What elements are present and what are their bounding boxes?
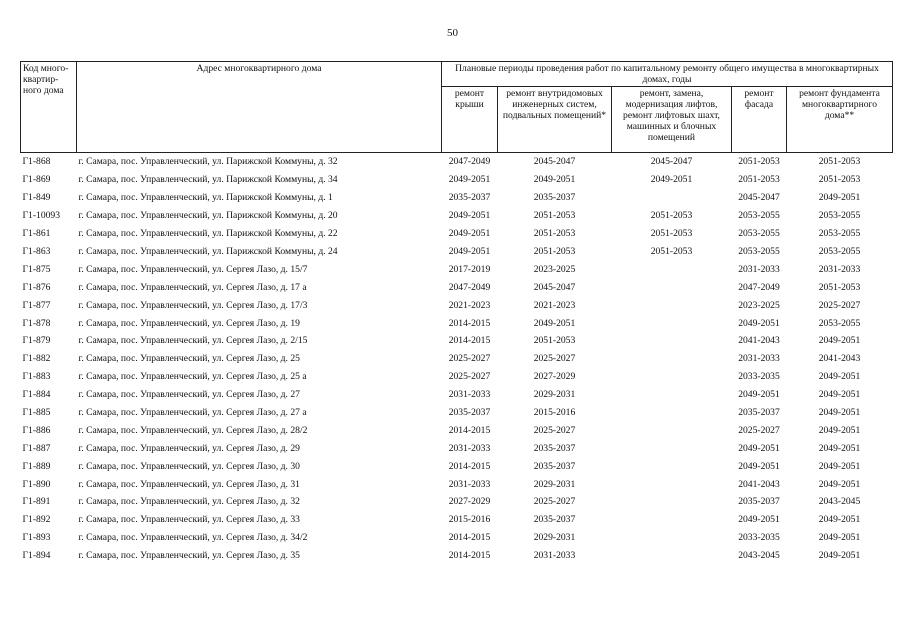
cell-roof: 2014-2015 [448, 317, 491, 329]
cell-code: Г1-889 [22, 460, 51, 472]
cell-facade: 2041-2043 [738, 478, 780, 490]
cell-address: г. Самара, пос. Управленческий, ул. Сергея Лазо, д. 32 [78, 496, 300, 508]
cell-systems: 2021-2023 [533, 299, 576, 311]
table-row [21, 493, 893, 511]
cell-roof: 2035-2037 [448, 192, 491, 204]
cell-address: г. Самара, пос. Управленческий, ул. Сергея Лазо, д. 19 [78, 317, 300, 329]
cell-roof: 2031-2033 [448, 389, 491, 401]
cell-roof: 2049-2051 [448, 228, 491, 240]
cell-code: Г1-861 [22, 228, 51, 240]
table-row [21, 207, 893, 225]
table-row [21, 278, 893, 296]
cell-lifts [612, 457, 732, 475]
cell-code: Г1-876 [22, 281, 51, 293]
cell-lifts [612, 189, 732, 207]
cell-facade: 2041-2043 [738, 335, 780, 347]
cell-code: Г1-893 [22, 532, 51, 544]
cell-code: Г1-868 [22, 156, 51, 168]
cell-roof: 2015-2016 [448, 514, 491, 526]
cell-lifts [612, 404, 732, 422]
cell-lifts [612, 511, 732, 529]
cell-lifts [612, 368, 732, 386]
cell-systems: 2025-2027 [533, 353, 576, 365]
cell-code: Г1-890 [22, 478, 51, 490]
cell-facade: 2045-2047 [738, 192, 780, 204]
cell-code: Г1-887 [22, 442, 51, 454]
cell-systems: 2035-2037 [533, 514, 576, 526]
table-row [21, 225, 893, 243]
cell-lifts [612, 493, 732, 511]
cell-code: Г1-886 [22, 424, 51, 436]
cell-systems: 2027-2029 [533, 371, 576, 383]
table-row [21, 511, 893, 529]
cell-foundation: 2051-2053 [818, 174, 861, 186]
cell-foundation: 2043-2045 [818, 496, 861, 508]
cell-foundation: 2025-2027 [818, 299, 861, 311]
cell-code: Г1-883 [22, 371, 51, 383]
cell-systems: 2015-2016 [533, 406, 576, 418]
cell-lifts: 2051-2053 [650, 210, 693, 222]
cell-lifts [612, 332, 732, 350]
cell-facade: 2049-2051 [738, 460, 780, 472]
cell-facade: 2049-2051 [738, 389, 780, 401]
cell-foundation: 2053-2055 [818, 228, 861, 240]
table-row [21, 314, 893, 332]
cell-address: г. Самара, пос. Управленческий, ул. Сергея Лазо, д. 28/2 [78, 424, 308, 436]
cell-code: Г1-877 [22, 299, 51, 311]
cell-code: Г1-878 [22, 317, 51, 329]
cell-facade: 2051-2053 [738, 174, 780, 186]
cell-lifts: 2045-2047 [650, 156, 693, 168]
cell-address: г. Самара, пос. Управленческий, ул. Сергея Лазо, д. 29 [78, 442, 300, 454]
cell-foundation: 2049-2051 [818, 424, 861, 436]
header-lifts: ремонт, замена, модернизация лифтов, ремонт лифтовых шахт, машинных и блочных помещений [612, 87, 732, 153]
cell-code: Г1-894 [22, 550, 51, 562]
cell-facade: 2049-2051 [738, 442, 780, 454]
header-address: Адрес многоквартирного дома [77, 62, 442, 153]
page-number: 50 [447, 27, 458, 39]
cell-lifts [612, 386, 732, 404]
cell-address: г. Самара, пос. Управленческий, ул. Парижской Коммуны, д. 34 [78, 174, 338, 186]
cell-roof: 2047-2049 [448, 156, 491, 168]
cell-address: г. Самара, пос. Управленческий, ул. Сергея Лазо, д. 25 [78, 353, 300, 365]
cell-facade: 2023-2025 [738, 299, 780, 311]
cell-address: г. Самара, пос. Управленческий, ул. Сергея Лазо, д. 25 а [78, 371, 307, 383]
cell-roof: 2035-2037 [448, 406, 491, 418]
cell-foundation: 2031-2033 [818, 263, 861, 275]
cell-lifts [612, 260, 732, 278]
cell-foundation: 2053-2055 [818, 245, 861, 257]
capital-repair-table [20, 61, 893, 565]
cell-lifts: 2049-2051 [650, 174, 693, 186]
cell-foundation: 2049-2051 [818, 406, 861, 418]
table-row [21, 189, 893, 207]
cell-address: г. Самара, пос. Управленческий, ул. Сергея Лазо, д. 17 а [78, 281, 307, 293]
cell-foundation: 2049-2051 [818, 532, 861, 544]
cell-roof: 2031-2033 [448, 478, 491, 490]
cell-roof: 2021-2023 [448, 299, 491, 311]
cell-code: Г1-10093 [22, 210, 61, 222]
cell-systems: 2045-2047 [533, 156, 576, 168]
cell-lifts [612, 439, 732, 457]
cell-facade: 2053-2055 [738, 245, 780, 257]
table-row [21, 332, 893, 350]
table-row [21, 260, 893, 278]
cell-address: г. Самара, пос. Управленческий, ул. Сергея Лазо, д. 27 а [78, 406, 307, 418]
cell-lifts [612, 475, 732, 493]
cell-foundation: 2053-2055 [818, 210, 861, 222]
cell-facade: 2025-2027 [738, 424, 780, 436]
cell-facade: 2049-2051 [738, 514, 780, 526]
cell-systems: 2051-2053 [533, 245, 576, 257]
header-periods: Плановые периоды проведения работ по капитальному ремонту общего имущества в многоквартирных домах, годы [442, 62, 893, 87]
header-facade: ремонт фасада [732, 87, 787, 153]
cell-code: Г1-863 [22, 245, 51, 257]
cell-lifts: 2051-2053 [650, 228, 693, 240]
cell-roof: 2014-2015 [448, 460, 491, 472]
cell-systems: 2035-2037 [533, 442, 576, 454]
header-roof: ремонт крыши [442, 87, 498, 153]
cell-address: г. Самара, пос. Управленческий, ул. Парижской Коммуны, д. 1 [78, 192, 333, 204]
cell-address: г. Самара, пос. Управленческий, ул. Парижской Коммуны, д. 22 [78, 228, 338, 240]
cell-code: Г1-891 [22, 496, 51, 508]
header-foundation: ремонт фундамента многоквартирного дома** [787, 87, 893, 153]
cell-foundation: 2049-2051 [818, 389, 861, 401]
table-row [21, 368, 893, 386]
cell-roof: 2014-2015 [448, 532, 491, 544]
cell-systems: 2045-2047 [533, 281, 576, 293]
table-row [21, 153, 893, 171]
cell-address: г. Самара, пос. Управленческий, ул. Сергея Лазо, д. 17/3 [78, 299, 308, 311]
cell-facade: 2031-2033 [738, 353, 780, 365]
cell-lifts [612, 314, 732, 332]
cell-foundation: 2051-2053 [818, 156, 861, 168]
cell-systems: 2035-2037 [533, 192, 576, 204]
table-row [21, 529, 893, 547]
cell-address: г. Самара, пос. Управленческий, ул. Сергея Лазо, д. 33 [78, 514, 300, 526]
cell-roof: 2014-2015 [448, 550, 491, 562]
cell-roof: 2014-2015 [448, 335, 491, 347]
cell-foundation: 2049-2051 [818, 550, 861, 562]
cell-systems: 2035-2037 [533, 460, 576, 472]
cell-roof: 2025-2027 [448, 371, 491, 383]
cell-roof: 2014-2015 [448, 424, 491, 436]
cell-lifts [612, 296, 732, 314]
cell-roof: 2049-2051 [448, 174, 491, 186]
cell-systems: 2023-2025 [533, 263, 576, 275]
cell-code: Г1-884 [22, 389, 51, 401]
cell-code: Г1-849 [22, 192, 51, 204]
table-body [21, 153, 893, 565]
cell-code: Г1-879 [22, 335, 51, 347]
cell-foundation: 2049-2051 [818, 371, 861, 383]
cell-facade: 2049-2051 [738, 317, 780, 329]
cell-systems: 2029-2031 [533, 478, 576, 490]
cell-address: г. Самара, пос. Управленческий, ул. Парижской Коммуны, д. 32 [78, 156, 338, 168]
table-row [21, 439, 893, 457]
table-row [21, 547, 893, 565]
cell-facade: 2033-2035 [738, 371, 780, 383]
cell-facade: 2053-2055 [738, 228, 780, 240]
cell-roof: 2049-2051 [448, 210, 491, 222]
cell-lifts [612, 350, 732, 368]
cell-foundation: 2051-2053 [818, 281, 861, 293]
table-row [21, 421, 893, 439]
cell-foundation: 2049-2051 [818, 192, 861, 204]
cell-facade: 2047-2049 [738, 281, 780, 293]
cell-foundation: 2053-2055 [818, 317, 861, 329]
table-row [21, 243, 893, 261]
cell-foundation: 2049-2051 [818, 514, 861, 526]
cell-address: г. Самара, пос. Управленческий, ул. Сергея Лазо, д. 2/15 [78, 335, 308, 347]
cell-code: Г1-892 [22, 514, 51, 526]
cell-systems: 2025-2027 [533, 496, 576, 508]
cell-facade: 2053-2055 [738, 210, 780, 222]
cell-lifts [612, 421, 732, 439]
cell-lifts [612, 529, 732, 547]
cell-systems: 2051-2053 [533, 335, 576, 347]
table-row [21, 475, 893, 493]
table-row [21, 296, 893, 314]
table-row [21, 350, 893, 368]
cell-address: г. Самара, пос. Управленческий, ул. Сергея Лазо, д. 15/7 [78, 263, 308, 275]
cell-address: г. Самара, пос. Управленческий, ул. Сергея Лазо, д. 31 [78, 478, 300, 490]
cell-lifts [612, 547, 732, 565]
table-header-row [21, 62, 893, 87]
cell-address: г. Самара, пос. Управленческий, ул. Сергея Лазо, д. 27 [78, 389, 300, 401]
cell-address: г. Самара, пос. Управленческий, ул. Сергея Лазо, д. 30 [78, 460, 300, 472]
cell-code: Г1-875 [22, 263, 51, 275]
table-row [21, 457, 893, 475]
cell-facade: 2035-2037 [738, 496, 780, 508]
cell-foundation: 2049-2051 [818, 335, 861, 347]
table-row [21, 386, 893, 404]
cell-systems: 2049-2051 [533, 174, 576, 186]
cell-facade: 2043-2045 [738, 550, 780, 562]
cell-facade: 2035-2037 [738, 406, 780, 418]
cell-roof: 2049-2051 [448, 245, 491, 257]
cell-systems: 2025-2027 [533, 424, 576, 436]
cell-lifts [612, 278, 732, 296]
cell-roof: 2047-2049 [448, 281, 491, 293]
cell-systems: 2049-2051 [533, 317, 576, 329]
cell-address: г. Самара, пос. Управленческий, ул. Парижской Коммуны, д. 20 [78, 210, 338, 222]
cell-roof: 2025-2027 [448, 353, 491, 365]
cell-code: Г1-882 [22, 353, 51, 365]
header-systems: ремонт внутридомовых инженерных систем, подвальных помещений* [498, 87, 612, 153]
cell-address: г. Самара, пос. Управленческий, ул. Сергея Лазо, д. 34/2 [78, 532, 308, 544]
cell-foundation: 2049-2051 [818, 460, 861, 472]
cell-address: г. Самара, пос. Управленческий, ул. Парижской Коммуны, д. 24 [78, 245, 338, 257]
cell-foundation: 2041-2043 [818, 353, 861, 365]
cell-systems: 2029-2031 [533, 532, 576, 544]
cell-facade: 2051-2053 [738, 156, 780, 168]
cell-roof: 2017-2019 [448, 263, 491, 275]
cell-address: г. Самара, пос. Управленческий, ул. Сергея Лазо, д. 35 [78, 550, 300, 562]
table-row [21, 171, 893, 189]
cell-foundation: 2049-2051 [818, 442, 861, 454]
cell-systems: 2051-2053 [533, 228, 576, 240]
cell-code: Г1-869 [22, 174, 51, 186]
cell-systems: 2051-2053 [533, 210, 576, 222]
cell-systems: 2031-2033 [533, 550, 576, 562]
cell-lifts: 2051-2053 [650, 245, 693, 257]
cell-facade: 2031-2033 [738, 263, 780, 275]
cell-foundation: 2049-2051 [818, 478, 861, 490]
header-code: Код много-квартир-ного дома [21, 62, 77, 153]
table-row [21, 404, 893, 422]
cell-code: Г1-885 [22, 406, 51, 418]
cell-roof: 2027-2029 [448, 496, 491, 508]
cell-roof: 2031-2033 [448, 442, 491, 454]
cell-systems: 2029-2031 [533, 389, 576, 401]
cell-facade: 2033-2035 [738, 532, 780, 544]
